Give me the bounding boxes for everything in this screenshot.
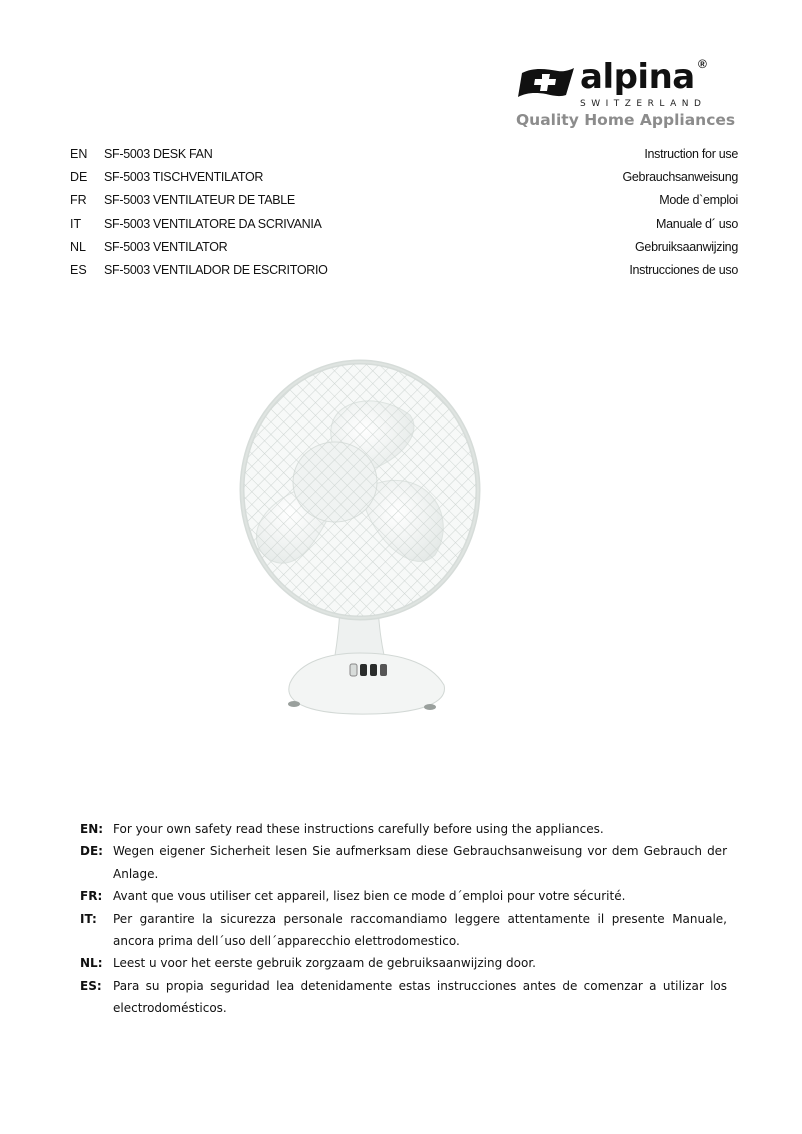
note-language-code: IT: xyxy=(80,911,97,926)
language-code: IT xyxy=(70,216,82,231)
note-text: Para su propia seguridad lea detenidamente estas instrucciones antes de comenzar a utilizar los electrodomésticos. xyxy=(113,978,727,1016)
document-type: Instruction for use xyxy=(644,147,738,161)
note-text: For your own safety read these instructions carefully before using the appliances. xyxy=(113,822,604,836)
product-title: SF-5003 TISCHVENTILATOR xyxy=(104,170,264,185)
safety-note-nl xyxy=(80,952,727,974)
language-row-it xyxy=(70,214,738,237)
brand-logo xyxy=(516,55,736,135)
note-language-code: ES: xyxy=(80,978,102,993)
safety-note-es xyxy=(80,975,727,1020)
product-title: SF-5003 VENTILATORE DA SCRIVANIA xyxy=(104,216,322,231)
safety-note-fr xyxy=(80,885,727,907)
language-row-en xyxy=(70,144,738,167)
document-type: Manuale d´ uso xyxy=(656,216,738,231)
registered-mark: ® xyxy=(698,57,707,71)
language-code: NL xyxy=(70,239,86,254)
safety-note-it xyxy=(80,908,727,953)
safety-note-en xyxy=(80,818,727,840)
note-language-code: NL: xyxy=(80,956,103,971)
product-title: SF-5003 VENTILATEUR DE TABLE xyxy=(104,193,295,208)
product-title: SF-5003 VENTILADOR DE ESCRITORIO xyxy=(104,262,328,277)
note-text: Avant que vous utiliser cet appareil, lisez bien ce mode d´emploi pour votre sécurité. xyxy=(113,889,626,904)
brand-name: alpina xyxy=(580,57,695,97)
desk-fan-image xyxy=(220,345,500,735)
language-code: ES xyxy=(70,262,87,277)
language-title-list xyxy=(70,144,738,283)
product-title: SF-5003 DESK FAN xyxy=(104,147,213,161)
note-language-code: DE: xyxy=(80,844,103,859)
document-type: Gebrauchsanweisung xyxy=(622,170,738,185)
language-row-de xyxy=(70,167,738,190)
safety-note-de xyxy=(80,840,727,885)
language-row-es xyxy=(70,260,738,283)
note-language-code: EN: xyxy=(80,822,104,836)
note-text: Per garantire la sicurezza personale raccomandiamo leggere attentamente il presente Manuale, ancora prima dell´uso dell´apparecchio elettrodomestico. xyxy=(113,911,727,949)
product-title: SF-5003 VENTILATOR xyxy=(104,239,228,254)
language-code: EN xyxy=(70,147,88,161)
safety-notes xyxy=(80,818,727,1020)
language-row-fr xyxy=(70,190,738,213)
document-type: Gebruiksaanwijzing xyxy=(635,239,738,254)
brand-country: SWITZERLAND xyxy=(580,99,707,109)
language-code: FR xyxy=(70,193,87,208)
note-text: Leest u voor het eerste gebruik zorgzaam de gebruiksaanwijzing door. xyxy=(113,956,536,971)
swiss-cross-flag-icon xyxy=(516,65,576,99)
document-type: Instrucciones de uso xyxy=(629,262,738,277)
note-text: Wegen eigener Sicherheit lesen Sie aufmerksam diese Gebrauchsanweisung vor dem Gebrauch der Anlage. xyxy=(113,844,727,881)
language-code: DE xyxy=(70,170,88,185)
document-type: Mode d`emploi xyxy=(659,193,738,208)
language-row-nl xyxy=(70,237,738,260)
brand-tagline: Quality Home Appliances xyxy=(516,111,736,129)
note-language-code: FR: xyxy=(80,889,103,904)
